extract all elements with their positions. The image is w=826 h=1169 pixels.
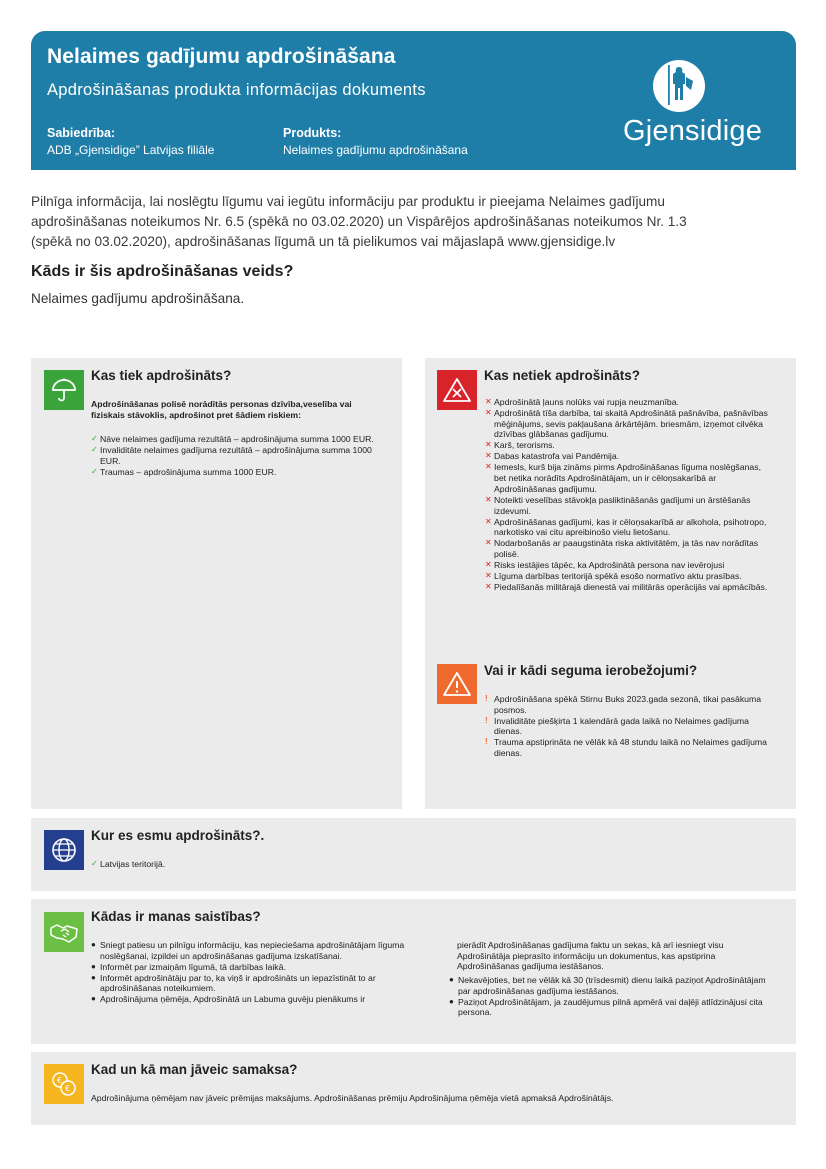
insured-list (91, 434, 381, 478)
logo-wordmark: Gjensidige (623, 115, 763, 147)
document-title: Nelaimes gadījumu apdrošināšana (47, 45, 396, 68)
list-item: ✕ Dabas katastrofa vai Pandēmija. (485, 451, 620, 462)
payment-text: Apdrošinājuma ņēmējam nav jāveic prēmijas maksājums. Apdrošināšanas prēmiju Apdrošinājuma ņēmēja vietā apmaksā Apdrošinātājs. (91, 1093, 614, 1103)
where-list (91, 859, 391, 870)
umbrella-icon (44, 370, 84, 410)
list-item: ✕ Noteikti veselības stāvokļa pasliktināšanās gadījumi un ārstēšanās izdevumi. (485, 494, 751, 516)
not-insured-heading: Kas netiek apdrošināts? (484, 368, 641, 383)
list-item: ✓ Invaliditāte nelaimes gadījuma rezultātā – apdrošinājuma summa 1000 EUR. (91, 445, 372, 466)
payment-panel (31, 1052, 796, 1125)
list-item: ● Apdrošinājuma ņēmēja, Apdrošinātā un Labuma guvēju pienākums ir (91, 994, 366, 1005)
document-subtitle: Apdrošināšanas produkta informācijas dokuments (47, 81, 426, 99)
list-item: ● Informēt par izmaiņām līgumā, tā darbības laikā. (91, 961, 286, 972)
not-insured-panel (425, 358, 796, 809)
intro-text: Pilnīga informācija, lai noslēgtu līgumu vai iegūtu informāciju par produktu ir pieejama Nelaimes gadījumu apdrošināšanas noteikumos Nr. 6.5 (spēkā no 03.02.2020) un Vispārējos apdrošināšanas noteikumos Nr. 1.3 (spēkā no 03.02.2020), apdrošināšanas līgumā un tā pielikumos vai mājaslapā www.gjensidige.lv (31, 194, 687, 249)
company-value: ADB „Gjensidige” Latvijas filiāle (47, 143, 215, 157)
gjensidige-logo (623, 57, 783, 157)
not-insured-list (485, 397, 775, 593)
product-value: Nelaimes gadījumu apdrošināšana (283, 143, 468, 157)
where-panel (31, 818, 796, 891)
obligations-heading: Kādas ir manas saistības? (91, 909, 261, 924)
list-item: ● Sniegt patiesu un pilnīgu informāciju, kas nepieciešama apdrošinātājam līguma noslēgšanai, izpildei un apdrošināšanas gadījuma izskatīšanai. (91, 940, 405, 961)
obligations-list-right (449, 975, 777, 1018)
list-item: ✓ Nāve nelaimes gadījuma rezultātā – apdrošinājuma summa 1000 EUR. (91, 434, 374, 444)
obligations-panel (31, 899, 796, 1044)
list-item: ✓ Latvijas teritorijā. (91, 859, 166, 869)
list-item: ✕ Apdrošinātā ļauns nolūks vai rupja neuzmanība. (485, 397, 679, 407)
list-item: ✕ Nodarbošanās ar paaugstināta riska aktivitātēm, ja tās nav norādītas polisē. (485, 538, 759, 559)
list-item: ✓ Traumas – apdrošinājuma summa 1000 EUR. (91, 466, 277, 477)
company-label: Sabiedrība: (47, 126, 116, 140)
warning-icon (437, 664, 477, 704)
list-item: ● Informēt apdrošinātāju par to, ka viņš ir apdrošināts un iepazīstināt to ar apdrošināšanas noteikumiem. (91, 972, 376, 994)
list-item: ! Apdrošināšana spēkā Stirnu Buks 2023.gada sezonā, tikai pasākuma posmos. (485, 694, 762, 715)
payment-heading: Kad un kā man jāveic samaksa? (91, 1062, 298, 1077)
insured-lead: Apdrošināšanas polisē norādītās personas dzīvība,veselība vai fiziskais stāvoklis, apdrošinot pret šādiem riskiem: (91, 399, 352, 421)
list-item: ✕ Iemesls, kurš bija zināms pirms Apdrošināšanas līguma noslēgšanas, bet netika norādīts Apdrošinātājam, un ir cēloņsakarībā ar Apdrošināšanas gadījumu. (485, 462, 762, 494)
insurance-type-answer: Nelaimes gadījumu apdrošināšana. (31, 291, 245, 306)
handshake-icon (44, 912, 84, 952)
limitations-heading: Vai ir kādi seguma ierobežojumi? (484, 663, 698, 678)
limitations-list (485, 694, 775, 759)
svg-text:€: € (65, 1084, 71, 1093)
where-heading: Kur es esmu apdrošināts?. (91, 828, 265, 843)
insured-panel (31, 358, 402, 809)
list-item: ! Invaliditāte piešķirta 1 kalendārā gada laikā no Nelaimes gadījuma dienas. (485, 715, 749, 737)
list-item: ✕ Līguma darbības teritorijā spēkā esošo normatīvo aktu prasības. (485, 570, 742, 581)
list-item: ! Trauma apstiprināta ne vēlāk kā 48 stundu laikā no Nelaimes gadījuma dienas. (485, 737, 768, 759)
insurance-type-heading: Kāds ir šis apdrošināšanas veids? (31, 263, 294, 280)
insured-heading: Kas tiek apdrošināts? (91, 368, 232, 383)
globe-icon (44, 830, 84, 870)
euro-coins-icon (44, 1064, 84, 1104)
list-item: ✕ Karš, terorisms. (485, 440, 555, 451)
product-info (283, 125, 468, 159)
list-item: ✕ Risks iestājies tāpēc, ka Apdrošinātā persona nav ievērojusi (485, 559, 725, 570)
list-item: ● Nekavējoties, bet ne vēlāk kā 30 (trīsdesmit) dienu laikā paziņot Apdrošinātājam par apdrošināšanas gadījuma iestāšanos. (449, 975, 766, 996)
obligations-continued-text: pierādīt Apdrošināšanas gadījuma faktu un sekas, kā arī iesniegt visu Apdrošinātāja pieprasīto informāciju un dokumentus, kas apstiprina Apdrošināšanas gadījuma iestāšanos. (457, 940, 724, 972)
list-item: ✕ Apdrošinātā tīša darbība, tai skaitā Apdrošinātā pašnāvība, pašnāvības mēģinājums, sevis pakļaušana ārkārtējām. briesmām, izņemot cilvēka dzīvības glābšanas gadījumu. (485, 408, 768, 440)
obligations-list-left (91, 940, 409, 1005)
knight-emblem-icon (653, 57, 705, 115)
list-item: ● Paziņot Apdrošinātājam, ja zaudējumus pilnā apmērā vai daļēji atlīdzinājusi cita persona. (449, 996, 763, 1018)
company-info (47, 125, 214, 159)
list-item: ✕ Apdrošināšanas gadījumi, kas ir cēloņsakarībā ar alkohola, psihotropo, narkotisko vai citu apreibinošo vielu lietošanu. (485, 516, 767, 538)
list-item: ✕ Piedalīšanās militārajā dienestā vai militārās operācijās vai apmācībās. (485, 581, 768, 592)
header-banner (31, 31, 796, 170)
svg-text:€: € (57, 1076, 63, 1085)
product-label: Produkts: (283, 126, 342, 140)
warning-x-icon (437, 370, 477, 410)
